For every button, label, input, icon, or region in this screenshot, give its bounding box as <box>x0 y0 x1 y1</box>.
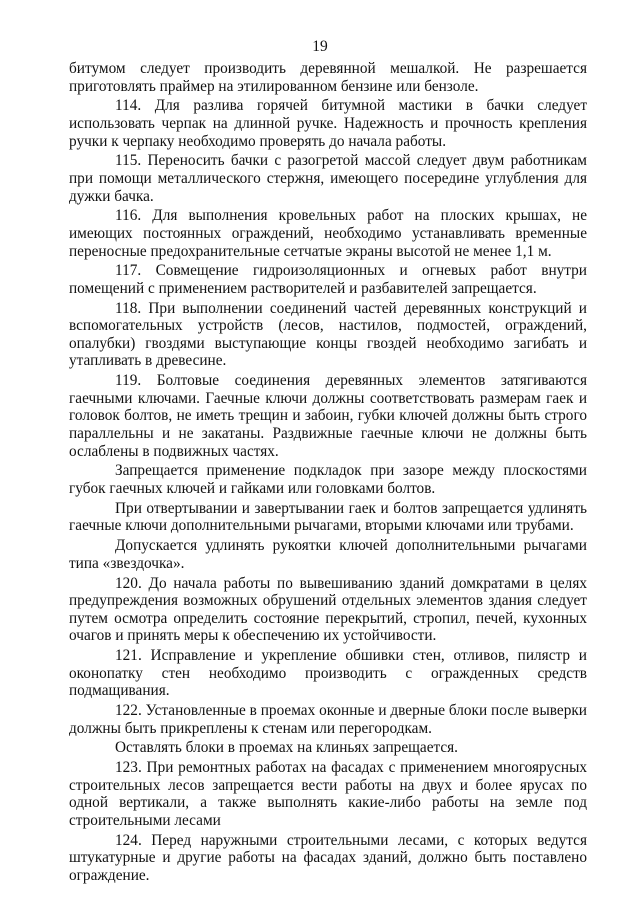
paragraph-119-star-lever: Допускается удлинять рукоятки ключей дополнительными рычагами типа «звездочка». <box>69 537 587 572</box>
paragraph-121: 121. Исправление и укрепление обшивки стен, отливов, пилястр и оконопатку стен необходимо производить с огражденных средств подмащивания. <box>69 647 587 700</box>
paragraph-122-wedges: Оставлять блоки в проемах на клиньях запрещается. <box>115 739 458 757</box>
paragraph-120: 120. До начала работы по вывешиванию зданий домкратами в целях предупреждения возможных обрушений отдельных элементов здания следует путем осмотра определить состояние перекрытий, стропил, печей, кухонных очагов и принять меры к обеспечению их устойчивости. <box>69 574 587 645</box>
paragraph-118: 118. При выполнении соединений частей деревянных конструкций и вспомогательных устройств (лесов, настилов, подмостей, ограждений, опалубки) гвоздями выступающие концы гвоздей необходимо загибать и утапливать в древесине. <box>69 299 587 370</box>
document-body <box>69 60 587 887</box>
paragraph-116: 116. Для выполнения кровельных работ на плоских крышах, не имеющих постоянных ограждений, необходимо устанавливать временные переносные предохранительные сетчатые экраны высотой не менее 1,1 м. <box>69 207 587 260</box>
page-number: 19 <box>312 38 328 55</box>
paragraph-117: 117. Совмещение гидроизоляционных и огневых работ внутри помещений с применением растворителей и разбавителей запрещается. <box>69 262 587 297</box>
paragraph-124: 124. Перед наружными строительными лесами, с которых ведутся штукатурные и другие работы на фасадах зданий, должно быть поставлено ограждение. <box>69 831 587 884</box>
paragraph-114: 114. Для разлива горячей битумной мастики в бачки следует использовать черпак на длинной ручке. Надежность и прочность крепления ручки к черпаку необходимо проверять до начала работы. <box>69 97 587 150</box>
paragraph-119: 119. Болтовые соединения деревянных элементов затягиваются гаечными ключами. Гаечные ключи должны соответствовать размерам гаек и головок болтов, не иметь трещин и забоин, губки ключей должны быть строго параллельны и не закатаны. Раздвижные гаечные ключи не должны быть ослаблены в подвижных частях. <box>69 372 587 460</box>
paragraph-119-gap-rule: Запрещается применение подкладок при зазоре между плоскостями губок гаечных ключей и гайками или головками болтов. <box>69 462 587 497</box>
paragraph-continuation: битумом следует производить деревянной мешалкой. Не разрешается приготовлять праймер на этилированном бензине или бензоле. <box>69 60 587 95</box>
paragraph-119-extension-rule: При отвертывании и завертывании гаек и болтов запрещается удлинять гаечные ключи дополнительными рычагами, вторыми ключами или трубами. <box>69 499 587 535</box>
paragraph-123: 123. При ремонтных работах на фасадах с применением многоярусных строительных лесов запрещается вести работы на двух и более ярусах по одной вертикали, а также выполнять какие-либо работы на земле под строительными лесами <box>69 759 587 829</box>
paragraph-122: 122. Установленные в проемах оконные и дверные блоки после выверки должны быть прикреплены к стенам или перегородкам. <box>69 702 587 737</box>
paragraph-115: 115. Переносить бачки с разогретой массой следует двум работникам при помощи металлического стержня, имеющего посередине углубления для дужки бачка. <box>69 152 587 205</box>
